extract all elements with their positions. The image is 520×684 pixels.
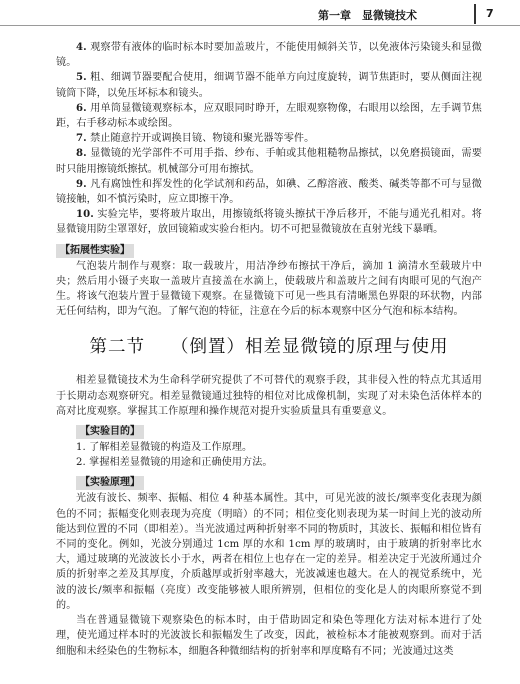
note-text: 凡有腐蚀性和挥发性的化学试剂和药品，如碘、乙醇溶液、酸类、碱类等都不可与显微镜接触，如不慎污染时，应立即擦干净。 <box>56 178 482 206</box>
note-text: 用单筒显微镜观察标本，应双眼同时睁开，左眼观察物像，右眼用以绘图，左手调节焦距，右手移动标本或绘图。 <box>56 102 482 130</box>
note-item <box>56 40 482 70</box>
page-header <box>0 0 520 26</box>
chapter-title: 第一章 显微镜技术 <box>318 9 417 22</box>
note-number: 6. <box>76 102 87 114</box>
note-number: 10. <box>76 209 94 221</box>
section-intro: 相差显微镜技术为生命科学研究提供了不可替代的观察手段，其非侵入性的特点尤其适用于长期动态观察研究。相差显微镜通过独特的相位对比成像机制，实现了对未染色活体样本的高对比度观察。掌握其工作原理和操作规范对提升实验质量具有重要意义。 <box>56 375 482 417</box>
principle-paragraph: 当在普通显微镜下观察染色的标本时，由于借助固定和染色等理化方法对标本进行了处理，使光通过样本时的光波波长和振幅发生了改变，因此，被检标本才能被观察到。而对于活细胞和未经染色的生物标本，细胞各种微细结构的折射率和厚度略有不同；光波通过这类 <box>56 615 482 657</box>
objective-item: 2. 掌握相差显微镜的用途和正确使用方法。 <box>76 457 273 469</box>
header-divider <box>474 4 476 24</box>
note-text: 粗、细调节器要配合使用，细调节器不能单方向过度旋转，调节焦距时，要从侧面注视镜筒下降，以免压坏标本和镜头。 <box>56 72 482 99</box>
section-number: 第二节 <box>89 337 145 358</box>
objectives-heading: 【实验目的】 <box>76 425 144 439</box>
note-item <box>56 207 482 237</box>
page-body <box>56 40 482 659</box>
principle-heading: 【实验原理】 <box>76 476 144 490</box>
section-heading <box>56 335 482 359</box>
note-text: 显微镜的光学部件不可用手指、纱布、手帕或其他粗糙物品擦拭，以免磨损镜面，需要时只能用擦镜纸擦拭。机械部分可用布擦拭。 <box>56 148 482 175</box>
note-item <box>56 177 482 207</box>
note-number: 9. <box>76 178 87 190</box>
note-item <box>56 70 482 100</box>
note-number: 5. <box>76 72 87 84</box>
note-number: 4. <box>76 42 87 53</box>
note-text: 实验完毕，要将玻片取出，用擦镜纸将镜头擦拭干净后移开，不能与通光孔相对。将显微镜用防尘罩罩好，放回镜箱或实验台柜内。切不可把显微镜放在直射光线下暴晒。 <box>56 209 482 236</box>
principle-paragraph: 光波有波长、频率、振幅、相位 4 种基本属性。其中，可见光波的波长/频率变化表现为颜色的不同；振幅变化则表现为亮度（明暗）的不同；相位变化则表现为某一时间上光的波动所能达到位置的不同（即相差）。当光波通过两种折射率不同的物质时，其波长、振幅和相位皆有不同的变化。例如，光波分别通过 1cm 厚的水和 1cm 厚的玻璃时，由于玻璃的折射率比水大，通过玻璃的光波波长小于水，两者在相位上也存在一定的差异。相差决定于光波所通过介质的折射率之差及其厚度，介质越厚或折射率越大，光波减速也越大。在人的视觉系统中，光波的波长/频率和振幅（亮度）改变能够被人眼所辨别，但相位的变化是人的肉眼所察觉不到的。 <box>56 493 482 611</box>
note-item <box>56 146 482 176</box>
note-text: 禁止随意拧开或调换目镜、物镜和聚光器等零件。 <box>90 133 315 145</box>
extension-experiment-heading: 【拓展性实验】 <box>56 244 134 258</box>
notes-list <box>56 40 482 238</box>
note-number: 8. <box>76 148 87 160</box>
note-item <box>56 101 482 131</box>
section-title: （倒置）相差显微镜的原理与使用 <box>171 337 449 358</box>
extension-experiment-text: 气泡装片制作与观察：取一载玻片，用洁净纱布擦拭干净后，滴加 1 滴清水至载玻片中央；然后用小镊子夹取一盖玻片直接盖在水滴上，使载玻片和盖玻片之间有肉眼可见的气泡产生。将该气泡装片置于显微镜下观察。在显微镜下可见一些具有清晰黑色界限的环状物，内部无任何结构，即为气泡。了解气泡的特征，注意在今后的标本观察中区分气泡和标本结构。 <box>56 260 482 318</box>
page-number: 7 <box>486 7 494 20</box>
objective-item: 1. 了解相差显微镜的构造及工作原理。 <box>76 442 253 454</box>
note-number: 7. <box>76 133 87 145</box>
note-text: 观察带有液体的临时标本时要加盖玻片，不能使用倾斜关节，以免液体污染镜头和显微镜。 <box>56 42 482 69</box>
note-item <box>56 131 482 146</box>
header-rule <box>0 25 520 26</box>
